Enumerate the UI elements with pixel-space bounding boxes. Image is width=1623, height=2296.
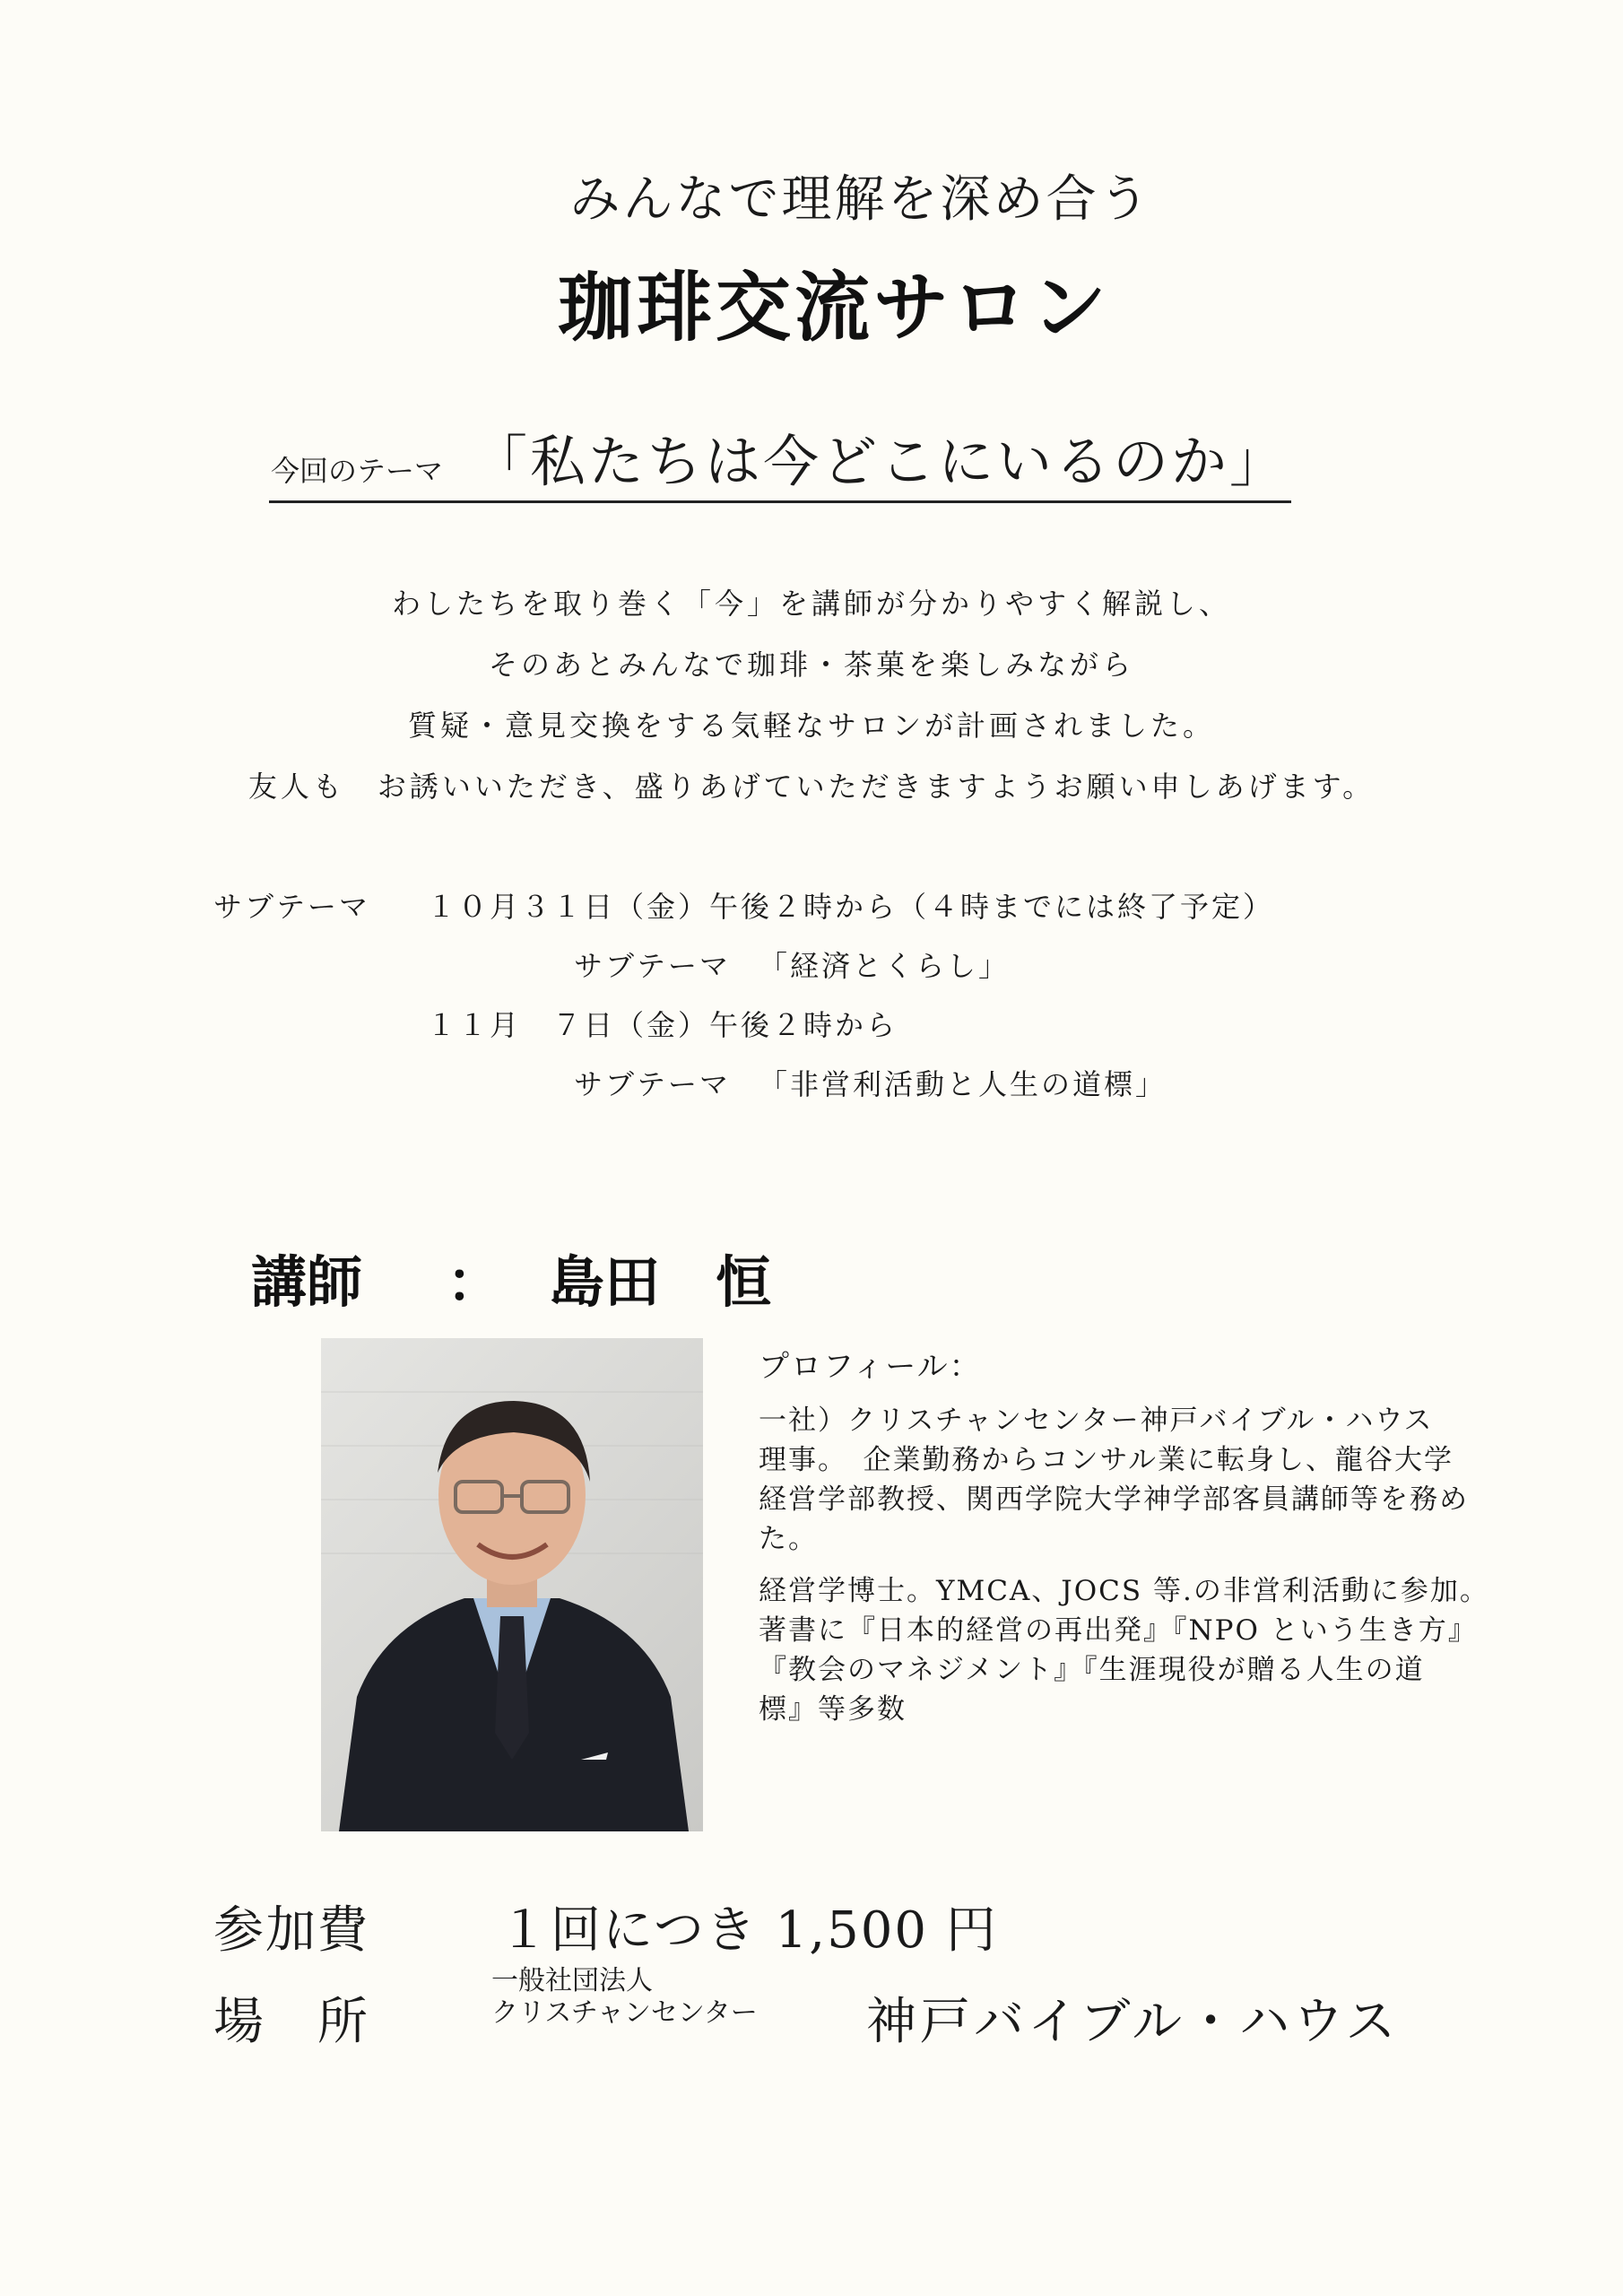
session-2-sub-label: サブテーマ <box>574 1067 732 1101</box>
intro-line-2: そのあとみんなで珈琲・茶菓を楽しみながら <box>488 648 1134 682</box>
theme-row <box>269 430 1291 503</box>
profile-line-4: た。 <box>759 1523 818 1555</box>
session-1-sub-label: サブテーマ <box>574 949 732 983</box>
intro-line-3: 質疑・意見交換をする気軽なサロンが計画されました。 <box>407 709 1215 743</box>
place-org-line-1: 一般社団法人 <box>491 1965 653 1996</box>
lecturer-name: 島田 恒 <box>549 1249 772 1315</box>
schedule-label: サブテーマ <box>213 890 371 924</box>
theme-text: 「私たちは今どこにいるのか」 <box>472 429 1289 494</box>
event-subtitle: みんなで理解を深め合う <box>569 170 1152 229</box>
profile-line-3: 経営学部教授、関西学院大学神学部客員講師等を務め <box>759 1483 1469 1516</box>
lecturer-label: 講師 <box>251 1249 363 1315</box>
place-org-line-2: クリスチャンセンター <box>491 1997 758 2029</box>
profile-line-6: 著書に『日本的経営の再出発』『NPO という生き方』 <box>759 1614 1478 1647</box>
theme-label: 今回のテーマ <box>271 454 444 488</box>
profile-line-2: 理事。 企業勤務からコンサル業に転身し、龍谷大学 <box>759 1444 1454 1476</box>
place-label: 場 所 <box>213 1993 369 2051</box>
intro-line-1: わしたちを取り巻く「今」を講師が分かりやすく解説し、 <box>391 587 1231 621</box>
session-2-sub-theme: 「非営利活動と人生の道標」 <box>759 1067 1167 1101</box>
fee-label: 参加費 <box>213 1901 369 1960</box>
place-name: 神戸バイブル・ハウス <box>866 1993 1400 2051</box>
profile-line-5: 経営学博士。YMCA、JOCS 等.の非営利活動に参加。 <box>759 1575 1489 1607</box>
profile-heading: プロフィール： <box>759 1349 982 1385</box>
intro-line-4: 友人も お誘いいただき、盛りあげていただきますようお願い申しあげます。 <box>247 770 1376 804</box>
session-1-sub-theme: 「経済とくらし」 <box>759 949 1011 983</box>
profile-line-1: 一社）クリスチャンセンター神戸バイブル・ハウス <box>759 1405 1434 1437</box>
profile-line-7: 『教会のマネジメント』『生涯現役が贈る人生の道 <box>759 1654 1425 1686</box>
session-1-date: １０月３１日（金）午後２時から（４時までには終了予定） <box>427 890 1275 924</box>
lecturer-separator: ： <box>447 1249 503 1315</box>
event-title: 珈琲交流サロン <box>557 264 1110 352</box>
session-2-date: １１月 ７日（金）午後２時から <box>427 1008 898 1042</box>
fee-value: １回につき 1,500 円 <box>499 1901 998 1960</box>
lecturer-photo <box>321 1338 703 1831</box>
profile-line-8: 標』等多数 <box>759 1693 907 1726</box>
